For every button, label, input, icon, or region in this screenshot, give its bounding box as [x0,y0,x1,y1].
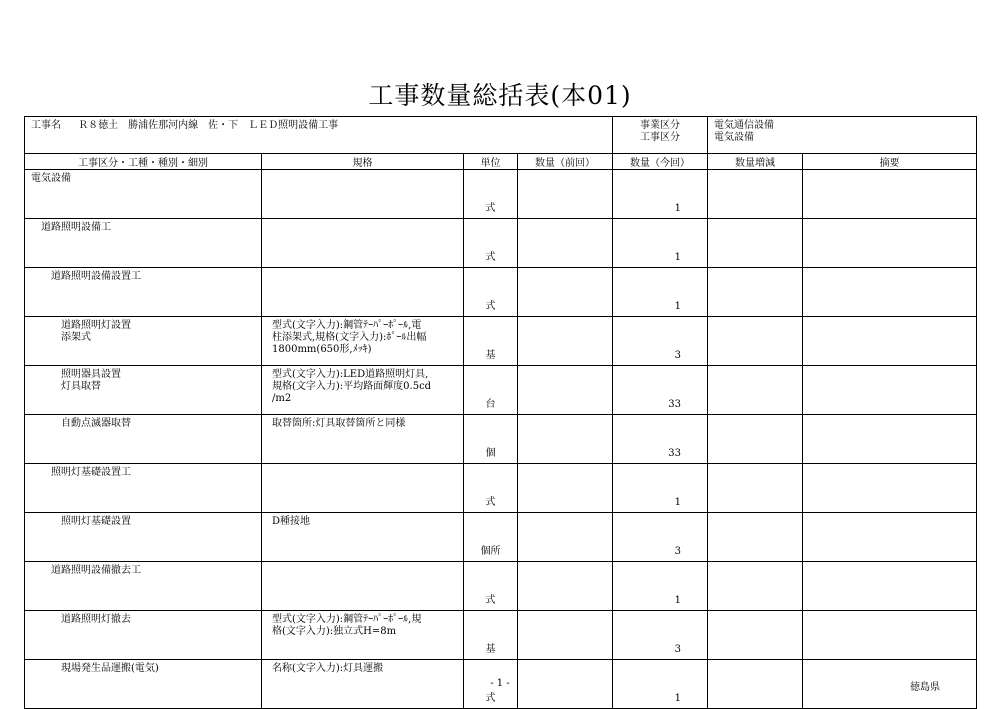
table-row [25,317,977,366]
item-name: 現場発生品運搬(電気) [61,663,159,674]
work-category-label: 工事区分 [640,132,680,143]
col-header-spec: 規格 [262,154,464,170]
unit-cell: 個 [464,415,518,464]
column-header-row [25,154,977,170]
item-cell [25,170,262,219]
spec-cell [262,611,464,660]
qty-diff-cell [708,513,803,562]
spec-line: 型式(文字入力):鋼管ﾃｰﾊﾟｰﾎﾟｰﾙ,規 [272,614,422,625]
col-header-qty-current: 数量（今回） [613,154,708,170]
spec-cell [262,317,464,366]
page-number: - 1 - [490,678,510,689]
item-cell [25,219,262,268]
qty-current-cell: 1 [613,464,708,513]
item-name: 照明灯基礎設置 [61,516,131,527]
spec-cell [262,268,464,317]
qty-diff-cell [708,317,803,366]
remarks-cell [803,513,977,562]
work-category-value: 電気設備 [714,132,754,143]
qty-diff-cell [708,268,803,317]
remarks-cell [803,415,977,464]
spec-line: /m2 [272,393,292,404]
col-header-remarks: 摘要 [803,154,977,170]
table-row [25,464,977,513]
unit-cell: 式 [464,660,518,709]
spec-line: 柱添架式,規格(文字入力):ﾎﾟｰﾙ出幅 [272,332,427,343]
item-cell [25,464,262,513]
qty-current-cell: 3 [613,317,708,366]
table-row [25,366,977,415]
item-name: 自動点滅器取替 [61,418,131,429]
item-name: 道路照明灯撤去 [61,614,131,625]
qty-prev-cell [518,366,613,415]
remarks-cell [803,366,977,415]
qty-prev-cell [518,415,613,464]
qty-prev-cell [518,562,613,611]
qty-diff-cell [708,170,803,219]
table-row [25,513,977,562]
qty-prev-cell [518,170,613,219]
project-name-value: Ｒ８徳土 勝浦佐那河内線 佐・下 ＬＥＤ照明設備工事 [78,120,339,131]
qty-prev-cell [518,268,613,317]
summary-table [24,116,977,709]
item-name: 電気設備 [31,173,71,184]
project-name-cell [25,117,613,154]
unit-cell: 式 [464,170,518,219]
qty-diff-cell [708,219,803,268]
item-name: 道路照明設備工 [41,222,111,233]
remarks-cell [803,268,977,317]
qty-current-cell: 3 [613,611,708,660]
spec-line: D種接地 [272,516,311,527]
qty-prev-cell [518,317,613,366]
spec-line: 1800mm(650形,ﾒｯｷ) [272,344,372,355]
qty-current-cell: 1 [613,219,708,268]
col-header-qty-diff: 数量増減 [708,154,803,170]
spec-line: 取替箇所:灯具取替箇所と同様 [272,418,406,429]
prefecture-name: 徳島県 [910,682,940,693]
qty-prev-cell [518,513,613,562]
spec-cell [262,464,464,513]
qty-diff-cell [708,415,803,464]
item-name: 道路照明設備設置工 [51,271,141,282]
remarks-cell [803,317,977,366]
page-title: 工事数量総括表(本01) [368,81,632,110]
table-row [25,268,977,317]
unit-cell: 基 [464,611,518,660]
qty-current-cell: 3 [613,513,708,562]
item-cell [25,366,262,415]
qty-current-cell: 33 [613,366,708,415]
qty-prev-cell [518,219,613,268]
col-header-item: 工事区分・工種・種別・細別 [25,154,262,170]
remarks-cell [803,611,977,660]
project-name-label: 工事名 [31,120,61,131]
spec-cell [262,170,464,219]
item-name: 照明灯基礎設置工 [51,467,131,478]
spec-line: 規格(文字入力):平均路面輝度0.5cd [272,381,432,392]
table-row [25,170,977,219]
spec-cell [262,513,464,562]
item-cell [25,562,262,611]
qty-current-cell: 1 [613,562,708,611]
col-header-unit: 単位 [464,154,518,170]
remarks-cell [803,562,977,611]
item-cell [25,317,262,366]
qty-diff-cell [708,611,803,660]
qty-prev-cell [518,611,613,660]
unit-cell: 式 [464,219,518,268]
col-header-qty-prev: 数量（前回） [518,154,613,170]
table-row [25,611,977,660]
spec-cell [262,415,464,464]
qty-prev-cell [518,464,613,513]
qty-current-cell: 1 [613,660,708,709]
unit-cell: 個所 [464,513,518,562]
business-category-value: 電気通信設備 [714,120,774,131]
unit-cell: 式 [464,464,518,513]
qty-current-cell: 1 [613,268,708,317]
unit-cell: 基 [464,317,518,366]
spec-line: 格(文字入力):独立式H=8m [272,626,397,637]
project-header-row [25,117,977,154]
business-category-label: 事業区分 [640,120,680,131]
item-cell [25,513,262,562]
item-subname: 灯具取替 [61,381,101,392]
item-subname: 添架式 [61,332,91,343]
spec-cell [262,562,464,611]
category-labels-cell [613,117,708,154]
remarks-cell [803,170,977,219]
table-row [25,562,977,611]
qty-diff-cell [708,562,803,611]
item-cell [25,415,262,464]
spec-line: 名称(文字入力):灯具運搬 [272,663,384,674]
table-row [25,219,977,268]
qty-current-cell: 1 [613,170,708,219]
unit-cell: 台 [464,366,518,415]
spec-line: 型式(文字入力):LED道路照明灯具, [272,369,429,380]
item-name: 道路照明設備撤去工 [51,565,141,576]
item-cell [25,268,262,317]
remarks-cell [803,219,977,268]
spec-cell [262,366,464,415]
item-name: 道路照明灯設置 [61,320,131,331]
unit-cell: 式 [464,562,518,611]
qty-diff-cell [708,366,803,415]
spec-cell [262,219,464,268]
spec-line: 型式(文字入力):鋼管ﾃｰﾊﾟｰﾎﾟｰﾙ,電 [272,320,422,331]
table-row [25,415,977,464]
category-values-cell [708,117,977,154]
item-cell [25,611,262,660]
qty-diff-cell [708,464,803,513]
qty-current-cell: 33 [613,415,708,464]
item-name: 照明器具設置 [61,369,121,380]
remarks-cell [803,464,977,513]
unit-cell: 式 [464,268,518,317]
